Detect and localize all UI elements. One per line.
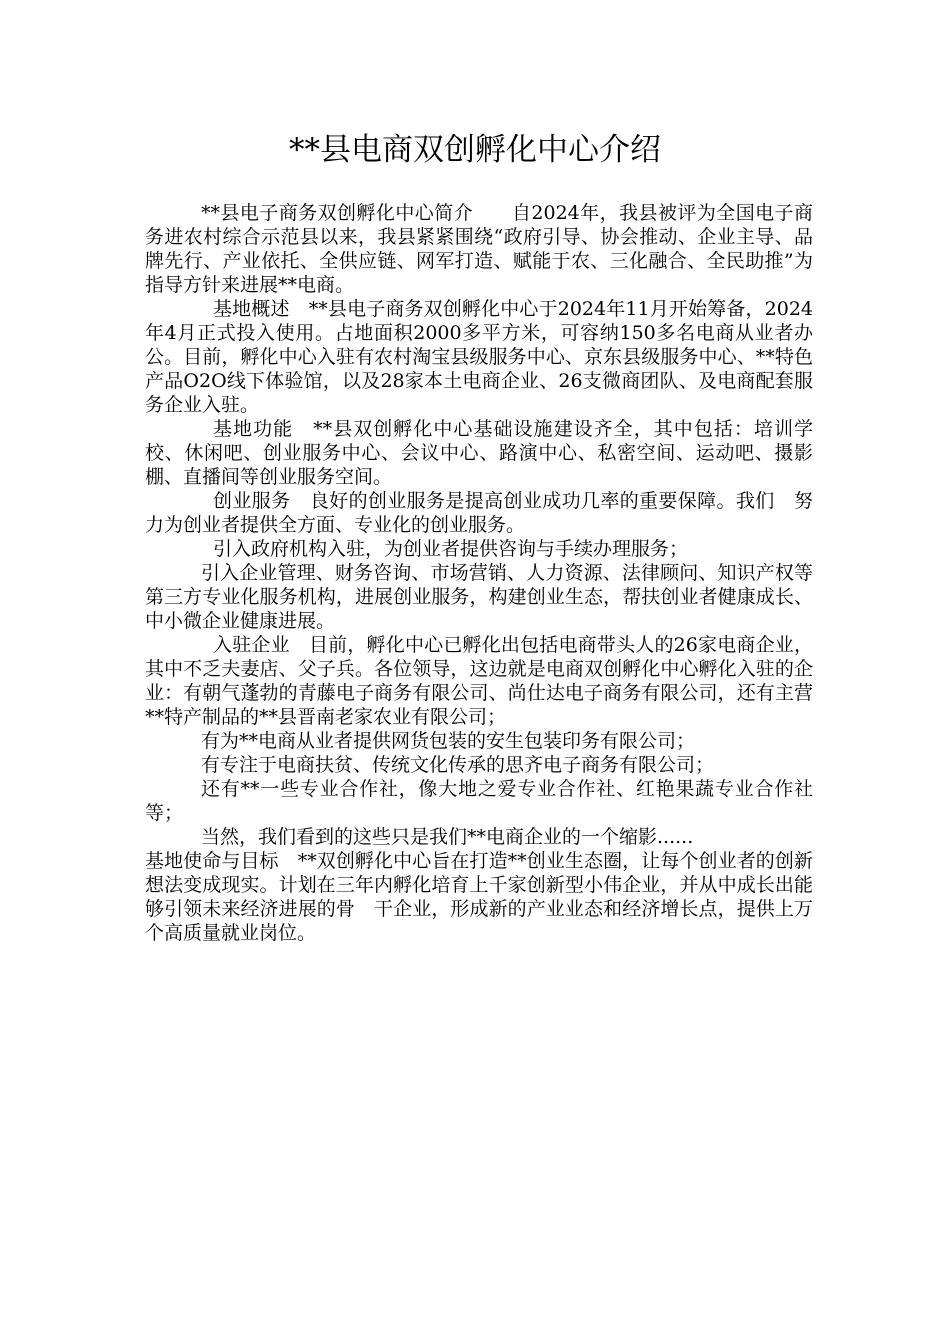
paragraph-services: 创业服务 良好的创业服务是提高创业成功几率的重要保障。我们 努力为创业者提供全方面、专业化的创业服务。 xyxy=(145,490,813,536)
paragraph-cooperatives: 还有**一些专业合作社，像大地之爱专业合作社、红艳果蔬专业合作社等； xyxy=(145,778,813,824)
paragraph-overview: 基地概述 **县电子商务双创孵化中心于2024年11月开始筹备，2024年4月正式投入使用。占地面积2000多平方米，可容纳150多名电商从业者办公。目前，孵化中心入驻有农村淘宝县级服务中心、京东县级服务中心、**特色产品O2O线下体验馆，以及28家本土电商企业、26支微商团队、及电商配套服务企业入驻。 xyxy=(145,298,813,416)
paragraph-government: 引入政府机构入驻，为创业者提供咨询与手续办理服务； xyxy=(213,538,689,560)
paragraph-functions: 基地功能 **县双创孵化中心基础设施建设齐全，其中包括：培训学校、休闲吧、创业服务中心、会议中心、路演中心、私密空间、运动吧、摄影棚、直播间等创业服务空间。 xyxy=(145,418,813,488)
paragraph-poverty-relief: 有专注于电商扶贫、传统文化传承的思齐电子商务有限公司； xyxy=(201,754,715,776)
document-body xyxy=(145,201,813,945)
paragraph-mission: 基地使命与目标 **双创孵化中心旨在打造**创业生态圈，让每个创业者的创新想法变成现实。计划在三年内孵化培育上千家创新型小伟企业，并从中成长出能够引领未来经济进展的骨 干企业，形成新的产业业态和经济增长点，提供上万个高质量就业岗位。 xyxy=(145,850,813,944)
paragraph-third-party: 引入企业管理、财务咨询、市场营销、人力资源、法律顾问、知识产权等第三方专业化服务机构，进展创业服务，构建创业生态，帮扶创业者健康成长、中小微企业健康进展。 xyxy=(145,562,813,632)
document-title: **县电商双创孵化中心介绍 xyxy=(289,132,661,168)
paragraph-epitome: 当然，我们看到的这些只是我们**电商企业的一个缩影...... xyxy=(201,826,694,848)
paragraph-packaging: 有为**电商从业者提供网货包装的安生包装印务有限公司； xyxy=(201,730,696,752)
paragraph-intro: **县电子商务双创孵化中心简介 自2024年，我县被评为全国电子商务进农村综合示范县以来，我县紧紧围绕“政府引导、协会推动、企业主导、品牌先行、产业依托、全供应链、网军打造、赋能于农、三化融合、全民助推”为指导方针来进展**电商。 xyxy=(145,202,813,296)
paragraph-enterprises: 入驻企业 目前，孵化中心已孵化出包括电商带头人的26家电商企业，其中不乏夫妻店、父子兵。各位领导，这边就是电商双创孵化中心孵化入驻的企业：有朝气蓬勃的青藤电子商务有限公司、尚仕达电子商务有限公司，还有主营**特产制品的**县晋南老家农业有限公司； xyxy=(145,634,813,728)
